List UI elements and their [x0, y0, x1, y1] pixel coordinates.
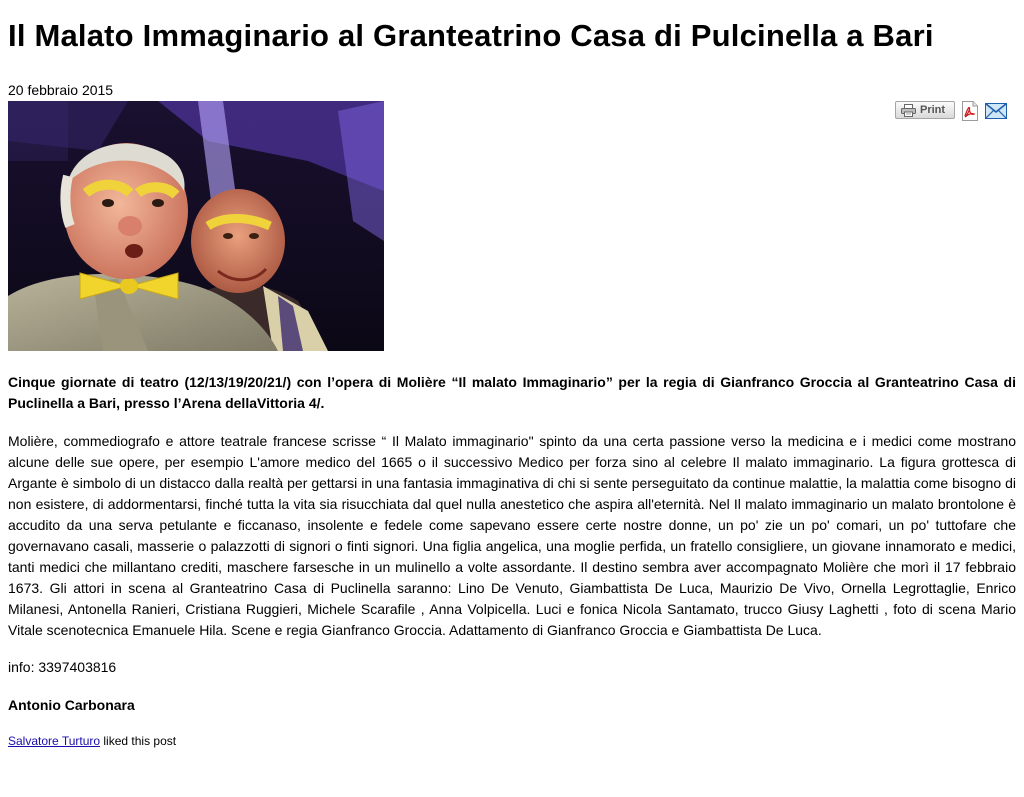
liker-link[interactable]: Salvatore Turturo	[8, 734, 101, 748]
article-title: Il Malato Immaginario al Granteatrino Casa di Pulcinella a Bari	[8, 18, 934, 53]
article-content	[8, 372, 1016, 752]
likes-suffix: liked this post	[100, 734, 177, 748]
print-label: Print	[920, 104, 946, 116]
printer-icon	[901, 104, 916, 117]
likes-line	[8, 731, 1016, 752]
email-icon[interactable]	[985, 103, 1007, 119]
share-toolbar	[895, 101, 1007, 121]
article-author: Antonio Carbonara	[8, 697, 135, 713]
article-date: 20 febbraio 2015	[8, 82, 114, 98]
print-button[interactable]	[895, 101, 955, 119]
pdf-icon[interactable]	[961, 101, 979, 121]
article-lead: Cinque giornate di teatro (12/13/19/20/21/) con l’opera di Molière “Il malato Immaginario” per la regia di Gianfranco Groccia al Granteatrino Casa di Puclinella a Bari, presso l’Arena dellaVittoria 4/.	[8, 374, 1016, 411]
article-photo	[8, 101, 384, 351]
article-info: info: 3397403816	[8, 659, 117, 675]
stage-photo-illustration	[8, 101, 384, 351]
article-body: Molière, commediografo e attore teatrale francese scrisse “ Il Malato immaginario" spinto da una certa passione verso la medicina e i medici come mostrano alcune delle sue opere, per esempio L'amore medico del 1665 o il successivo Medico per forza sino al celebre Il malato immaginario. La figura grottesca di Argante è simbolo di un distacco dalla realtà per gettarsi in una fantasia immaginativa di chi si sente perseguitato da continue malattie, la malattia come bisogno di non esistere, di addormentarsi, finché tutta la vita sia risucchiata dal quel nulla anestetico che aspira all'eternità. Nel Il malato immaginario un malato brontolone è accudito da una serva petulante e ficcanaso, insolente e fedele come sapevano essere certe nostre donne, un po' zie un po' comari, un po' tuttofare che governavano casali, masserie o palazzotti di signori o finti signori. Una figlia angelica, una moglie perfida, un fratello consigliere, un giovane innamorato e medici, tanti medici che millantano crediti, maschere farsesche in un mulinello a volte assordante. Il destino sembra aver accompagnato Molière che morì il 17 febbraio 1673. Gli attori in scena al Granteatrino Casa di Puclinella saranno: Lino De Venuto, Giambattista De Luca, Maurizio De Vivo, Ornella Legrottaglie, Enrico Milanesi, Antonella Ranieri, Cristiana Ruggieri, Michele Scarafile , Anna Volpicella. Luci e fonica Nicola Santamato, trucco Giusy Laghetti , foto di scena Mario Vitale scenotecnica Emanuele Hila. Scene e regia Gianfranco Groccia. Adattamento di Gianfranco Groccia e Giambattista De Luca.	[8, 433, 1016, 638]
